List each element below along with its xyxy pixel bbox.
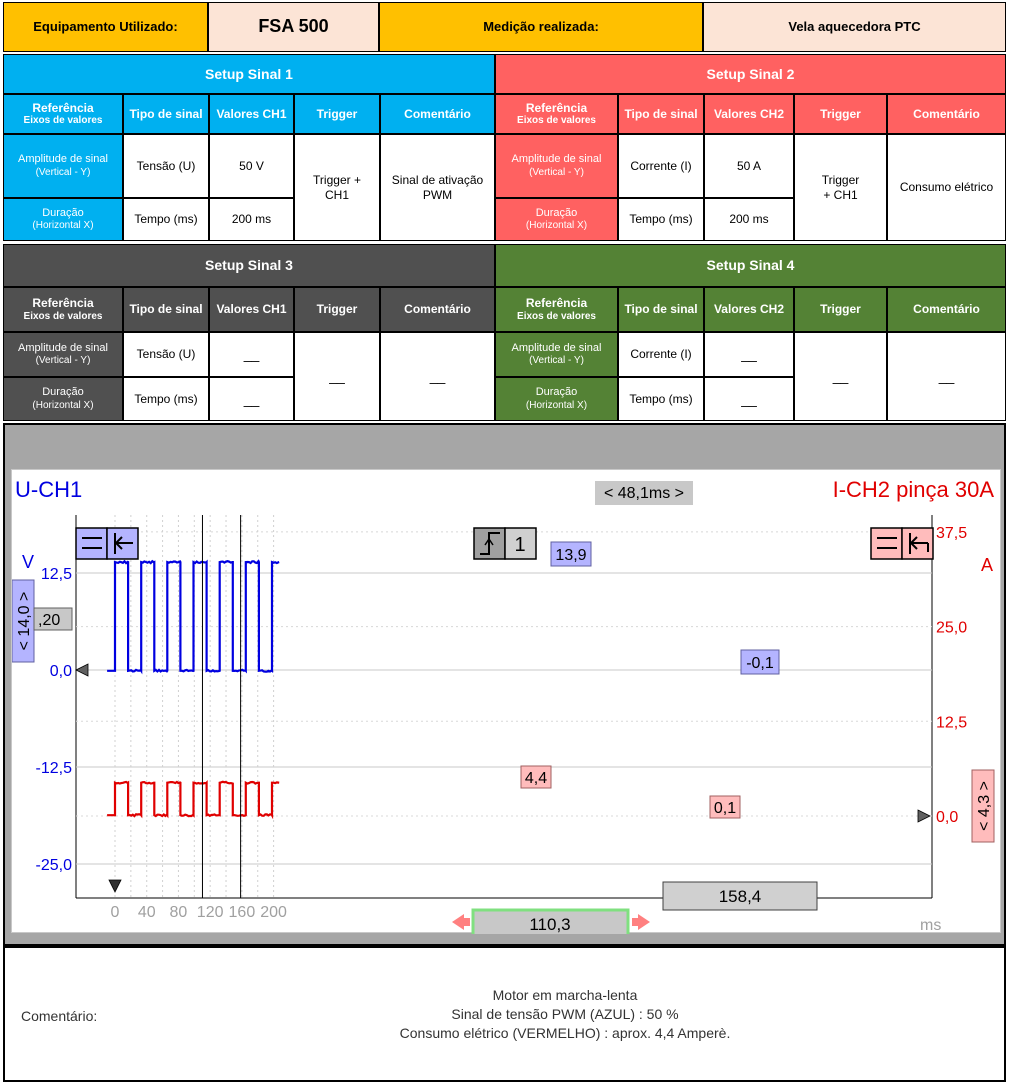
amp-label: Amplitude de sinal	[511, 341, 602, 354]
ch1-unit: V	[22, 552, 35, 572]
cursor-2-ch2-value: 0,1	[713, 800, 737, 817]
medicao-label: Medição realizada:	[379, 2, 703, 52]
trigger-edge-icon[interactable]	[474, 528, 505, 559]
comment-line-3: Consumo elétrico (VERMELHO) : aprox. 4,4 Amperè.	[399, 1025, 731, 1041]
amp-sublabel: (Vertical - Y)	[529, 355, 584, 367]
ref-label: Referência	[525, 100, 588, 115]
setup-1-trigger-header: Trigger	[294, 94, 380, 134]
amp-label: Amplitude de sinal	[18, 153, 108, 166]
setup-1-comentario: Sinal de ativação PWM	[380, 134, 495, 241]
ch2-waveform	[107, 782, 279, 816]
setup-1-amp-val: 50 V	[209, 134, 294, 198]
tick-labels	[36, 525, 968, 921]
setup-4-dur-tipo: Tempo (ms)	[618, 377, 704, 421]
setup-2-dur-label	[495, 198, 618, 241]
setup-1-amp-tipo: Tensão (U)	[123, 134, 209, 198]
setup-3-amp-label	[3, 332, 123, 377]
delta-time-label: < 48,1ms >	[603, 485, 685, 502]
ch2-tick-label: 25,0	[936, 619, 968, 637]
ref-label: Referência	[525, 296, 588, 311]
setup-4-valores-header: Valores CH2	[704, 287, 794, 332]
dur-label: Duração	[535, 386, 578, 399]
ch1-scale-label: < 14,0 >	[16, 591, 33, 651]
setup-1-dur-label	[3, 198, 123, 241]
ref-sublabel: Eixos de valores	[517, 310, 596, 322]
setup-4-amp-label	[495, 332, 618, 377]
ch1-tick-label: 0,0	[49, 663, 72, 680]
ch2-tick-label: 12,5	[936, 714, 968, 732]
setup-2-title: Setup Sinal 2	[495, 54, 1006, 94]
setup-4-tipo-header: Tipo de sinal	[618, 287, 704, 332]
ch1-tick-label: 12,5	[40, 566, 72, 583]
setup-1-comentario-header: Comentário	[380, 94, 495, 134]
comment-line-2: Sinal de tensão PWM (AZUL) : 50 %	[451, 1006, 679, 1022]
setup-1-tipo-header: Tipo de sinal	[123, 94, 209, 134]
comment-section	[3, 946, 1006, 1082]
ch1-tick-label: -12,5	[35, 760, 72, 777]
comment-text	[205, 986, 925, 1043]
equip-label: Equipamento Utilizado:	[3, 2, 208, 52]
ch1-position-icon[interactable]	[107, 528, 138, 559]
ch2-unit: A	[981, 555, 994, 575]
dur-sublabel: (Horizontal X)	[525, 220, 588, 232]
setup-3-amp-tipo: Tensão (U)	[123, 332, 209, 377]
ch2-position-icon[interactable]	[902, 528, 933, 559]
ch2-tick-label: 0,0	[936, 809, 959, 826]
setup-3-trigger: __	[294, 332, 380, 421]
setup-3-amp-val: __	[209, 332, 294, 377]
setup-2-comentario-header: Comentário	[887, 94, 1006, 134]
setup-1-dur-tipo: Tempo (ms)	[123, 198, 209, 241]
ch2-coupling-icon[interactable]	[871, 528, 902, 559]
setup-4-dur-val: __	[704, 377, 794, 421]
setup-3-dur-val: __	[209, 377, 294, 421]
equip-value: FSA 500	[208, 2, 379, 52]
setup-1-trigger: Trigger + CH1	[294, 134, 380, 241]
ch1-ground-marker[interactable]	[76, 664, 88, 676]
ch2-tick-label: 37,5	[936, 524, 968, 542]
setup-4-amp-val: __	[704, 332, 794, 377]
setup-2-comentario: Consumo elétrico	[887, 134, 1006, 241]
setup-2-ref-header	[495, 94, 618, 134]
dur-sublabel: (Horizontal X)	[525, 399, 588, 411]
setup-2-amp-tipo: Corrente (I)	[618, 134, 704, 198]
ref-sublabel: Eixos de valores	[23, 115, 103, 127]
x-tick-label: 160	[228, 904, 256, 921]
setup-3-title: Setup Sinal 3	[3, 244, 495, 287]
setup-3-dur-tipo: Tempo (ms)	[123, 377, 209, 421]
ch2-ground-marker[interactable]	[918, 810, 930, 822]
ref-sublabel: Eixos de valores	[23, 310, 103, 322]
waveform-plot	[12, 470, 1002, 934]
setup-1-ref-header	[3, 94, 123, 134]
ref-label: Referência	[32, 100, 94, 115]
setup-1-dur-val: 200 ms	[209, 198, 294, 241]
setup-4-ref-header	[495, 287, 618, 332]
setup-2-trigger-header: Trigger	[794, 94, 887, 134]
cursor-1-time-readout: 110,3	[529, 915, 571, 934]
cursor-1-ch1-value: 13,9	[555, 547, 587, 564]
setup-1-title: Setup Sinal 1	[3, 54, 495, 94]
cursor-2-time-readout: 158,4	[718, 887, 762, 906]
x-tick-label: 0	[110, 904, 120, 921]
setup-3-trigger-header: Trigger	[294, 287, 380, 332]
oscilloscope-panel	[3, 423, 1006, 946]
cursor-left-arrow-icon[interactable]	[452, 914, 470, 930]
setup-2-dur-tipo: Tempo (ms)	[618, 198, 704, 241]
x-tick-label: 200	[260, 904, 287, 921]
setup-3-tipo-header: Tipo de sinal	[123, 287, 209, 332]
trigger-channel-label: 1	[514, 534, 526, 556]
medicao-value: Vela aquecedora PTC	[703, 2, 1006, 52]
setup-4-comentario-header: Comentário	[887, 287, 1006, 332]
plot-grid	[76, 515, 932, 898]
ch1-offset-label: ,20	[38, 612, 61, 629]
x-tick-label: 120	[196, 904, 224, 921]
comment-label: Comentário:	[21, 1008, 98, 1024]
dur-label: Duração	[42, 206, 84, 219]
x-tick-label: 80	[169, 904, 188, 921]
x-axis-unit: ms	[920, 917, 942, 934]
ref-sublabel: Eixos de valores	[517, 115, 596, 127]
setup-4-title: Setup Sinal 4	[495, 244, 1006, 287]
ch2-title: I-CH2 pinça 30A	[832, 477, 994, 502]
cursor-right-arrow-icon[interactable]	[632, 914, 650, 930]
setup-2-valores-header: Valores CH2	[704, 94, 794, 134]
trigger-position-marker[interactable]	[109, 880, 121, 892]
amp-sublabel: (Vertical - Y)	[35, 355, 91, 367]
ch2-scale-label: < 4,3 >	[976, 781, 993, 831]
ch1-coupling-icon[interactable]	[76, 528, 107, 559]
setup-3-comentario: __	[380, 332, 495, 421]
comment-line-1: Motor em marcha-lenta	[492, 987, 638, 1003]
cursor-2-ch1-value: -0,1	[746, 655, 774, 672]
dur-sublabel: (Horizontal X)	[32, 399, 94, 411]
setup-4-trigger: __	[794, 332, 887, 421]
ch1-title: U-CH1	[15, 477, 83, 502]
amp-sublabel: (Vertical - Y)	[529, 166, 584, 178]
dur-label: Duração	[535, 206, 578, 219]
cursor-1-ch2-value: 4,4	[524, 770, 548, 787]
setup-2-amp-val: 50 A	[704, 134, 794, 198]
setup-1-amp-label	[3, 134, 123, 198]
oscilloscope-screen	[11, 469, 1001, 933]
ref-label: Referência	[32, 296, 94, 311]
setup-2-dur-val: 200 ms	[704, 198, 794, 241]
setup-2-amp-label	[495, 134, 618, 198]
setup-4-dur-label	[495, 377, 618, 421]
dur-label: Duração	[42, 386, 84, 399]
dur-sublabel: (Horizontal X)	[32, 220, 94, 232]
setup-4-trigger-header: Trigger	[794, 287, 887, 332]
setup-3-dur-label	[3, 377, 123, 421]
setup-3-comentario-header: Comentário	[380, 287, 495, 332]
setup-1-valores-header: Valores CH1	[209, 94, 294, 134]
ch1-waveform	[107, 561, 279, 672]
amp-label: Amplitude de sinal	[511, 153, 602, 166]
amp-label: Amplitude de sinal	[18, 341, 108, 354]
setup-4-amp-tipo: Corrente (I)	[618, 332, 704, 377]
amp-sublabel: (Vertical - Y)	[35, 166, 91, 178]
setup-3-ref-header	[3, 287, 123, 332]
ch1-tick-label: -25,0	[35, 857, 72, 874]
x-tick-label: 40	[137, 904, 156, 921]
setup-3-valores-header: Valores CH1	[209, 287, 294, 332]
setup-2-trigger: Trigger + CH1	[794, 134, 887, 241]
setup-4-comentario: __	[887, 332, 1006, 421]
setup-2-tipo-header: Tipo de sinal	[618, 94, 704, 134]
